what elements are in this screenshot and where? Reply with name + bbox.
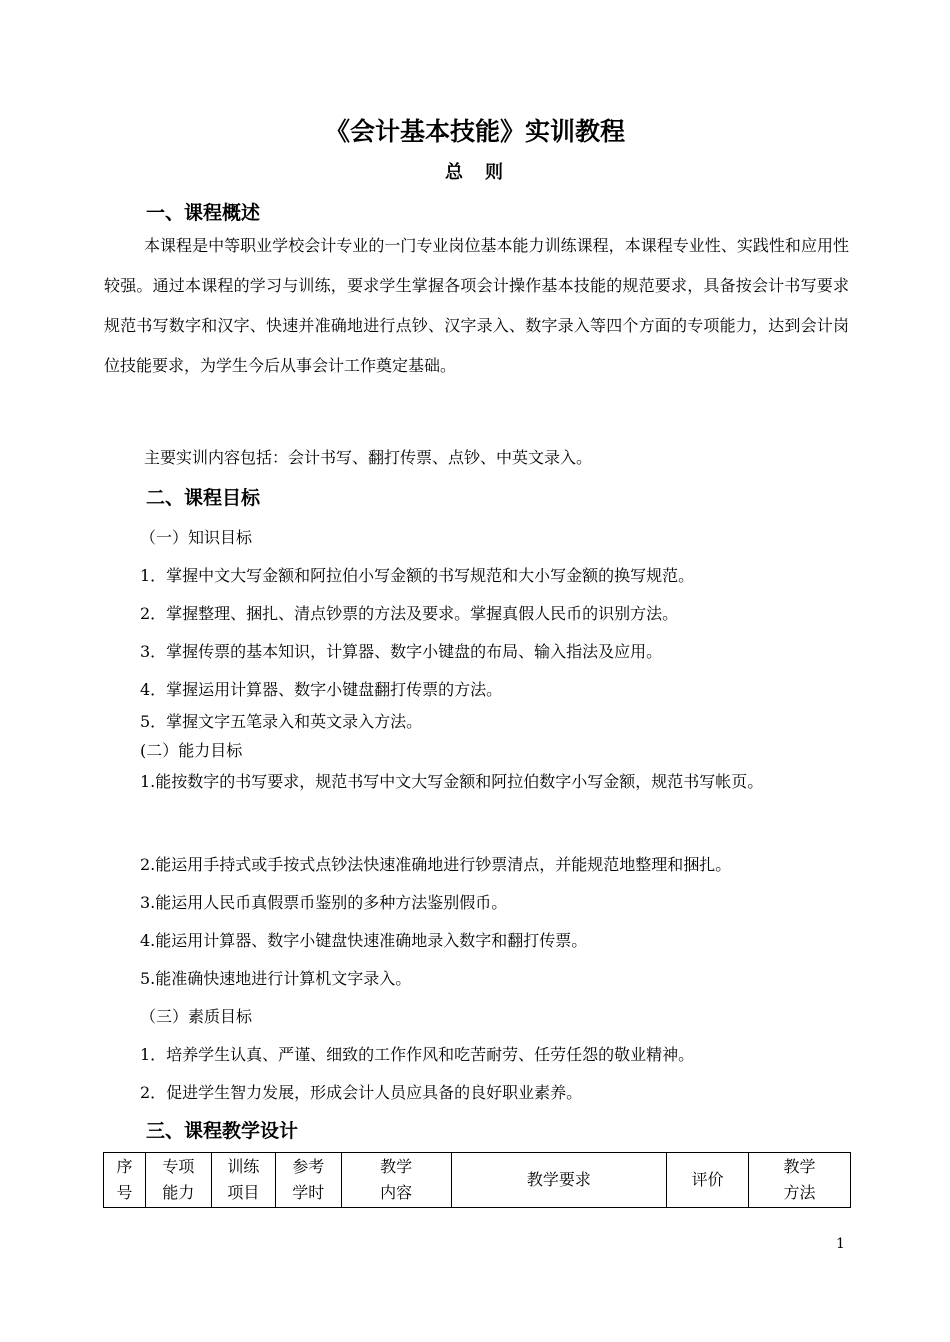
header-serial-number: 序 号 xyxy=(104,1153,146,1208)
section-heading-teaching-design: 三、课程教学设计 xyxy=(146,1120,299,1142)
knowledge-item-4: 4．掌握运用计算器、数字小键盘翻打传票的方法。 xyxy=(140,680,503,699)
section-heading-objectives: 二、课程目标 xyxy=(146,487,261,509)
document-title: 《会计基本技能》实训教程 xyxy=(324,117,625,146)
ability-item-1: 1.能按数字的书写要求，规范书写中文大写金额和阿拉伯数字小写金额，规范书写帐页。 xyxy=(140,772,764,791)
quality-item-2: 2．促进学生智力发展，形成会计人员应具备的良好职业素养。 xyxy=(140,1083,583,1102)
header-training-item: 训练 项目 xyxy=(211,1153,275,1208)
header-special-ability: 专项 能力 xyxy=(145,1153,211,1208)
ability-item-2: 2.能运用手持式或手按式点钞法快速准确地进行钞票清点，并能规范地整理和捆扎。 xyxy=(140,855,732,874)
overview-paragraph: 本课程是中等职业学校会计专业的一门专业岗位基本能力训练课程，本课程专业性、实践性和应用性较强。通过本课程的学习与训练，要求学生掌握各项会计操作基本技能的规范要求，具备按会计书写要求规范书写数字和汉字、快速并准确地进行点钞、汉字录入、数字录入等四个方面的专项能力，达到会计岗位技能要求，为学生今后从事会计工作奠定基础。 xyxy=(104,236,849,375)
header-evaluation: 评价 xyxy=(667,1153,749,1208)
overview-content-paragraph: 主要实训内容包括：会计书写、翻打传票、点钞、中英文录入。 xyxy=(144,448,593,467)
section-heading-overview: 一、课程概述 xyxy=(146,202,261,224)
ability-item-5: 5.能准确快速地进行计算机文字录入。 xyxy=(140,969,412,988)
ability-item-3: 3.能运用人民币真假票币鉴别的多种方法鉴别假币。 xyxy=(140,893,508,912)
quality-item-1: 1．培养学生认真、严谨、细致的工作作风和吃苦耐劳、任劳任怨的敬业精神。 xyxy=(140,1045,695,1064)
knowledge-item-3: 3．掌握传票的基本知识，计算器、数字小键盘的布局、输入指法及应用。 xyxy=(140,642,663,661)
header-teaching-requirements: 教学要求 xyxy=(451,1153,667,1208)
teaching-design-table xyxy=(103,1152,851,1208)
header-teaching-method: 教学 方法 xyxy=(749,1153,851,1208)
ability-objectives-label: (二）能力目标 xyxy=(140,741,243,760)
document-subtitle: 总 则 xyxy=(445,162,505,183)
header-teaching-content: 教学 内容 xyxy=(341,1153,451,1208)
page-number: 1 xyxy=(836,1236,845,1252)
knowledge-objectives-label: （一）知识目标 xyxy=(140,528,253,547)
header-reference-hours: 参考 学时 xyxy=(275,1153,341,1208)
table-header-row xyxy=(104,1153,851,1208)
knowledge-item-1: 1．掌握中文大写金额和阿拉伯小写金额的书写规范和大小写金额的换写规范。 xyxy=(140,566,695,585)
knowledge-item-5: 5．掌握文字五笔录入和英文录入方法。 xyxy=(140,712,423,731)
knowledge-item-2: 2．掌握整理、捆扎、清点钞票的方法及要求。掌握真假人民币的识别方法。 xyxy=(140,604,679,623)
ability-item-4: 4.能运用计算器、数字小键盘快速准确地录入数字和翻打传票。 xyxy=(140,931,588,950)
quality-objectives-label: （三）素质目标 xyxy=(140,1007,253,1026)
